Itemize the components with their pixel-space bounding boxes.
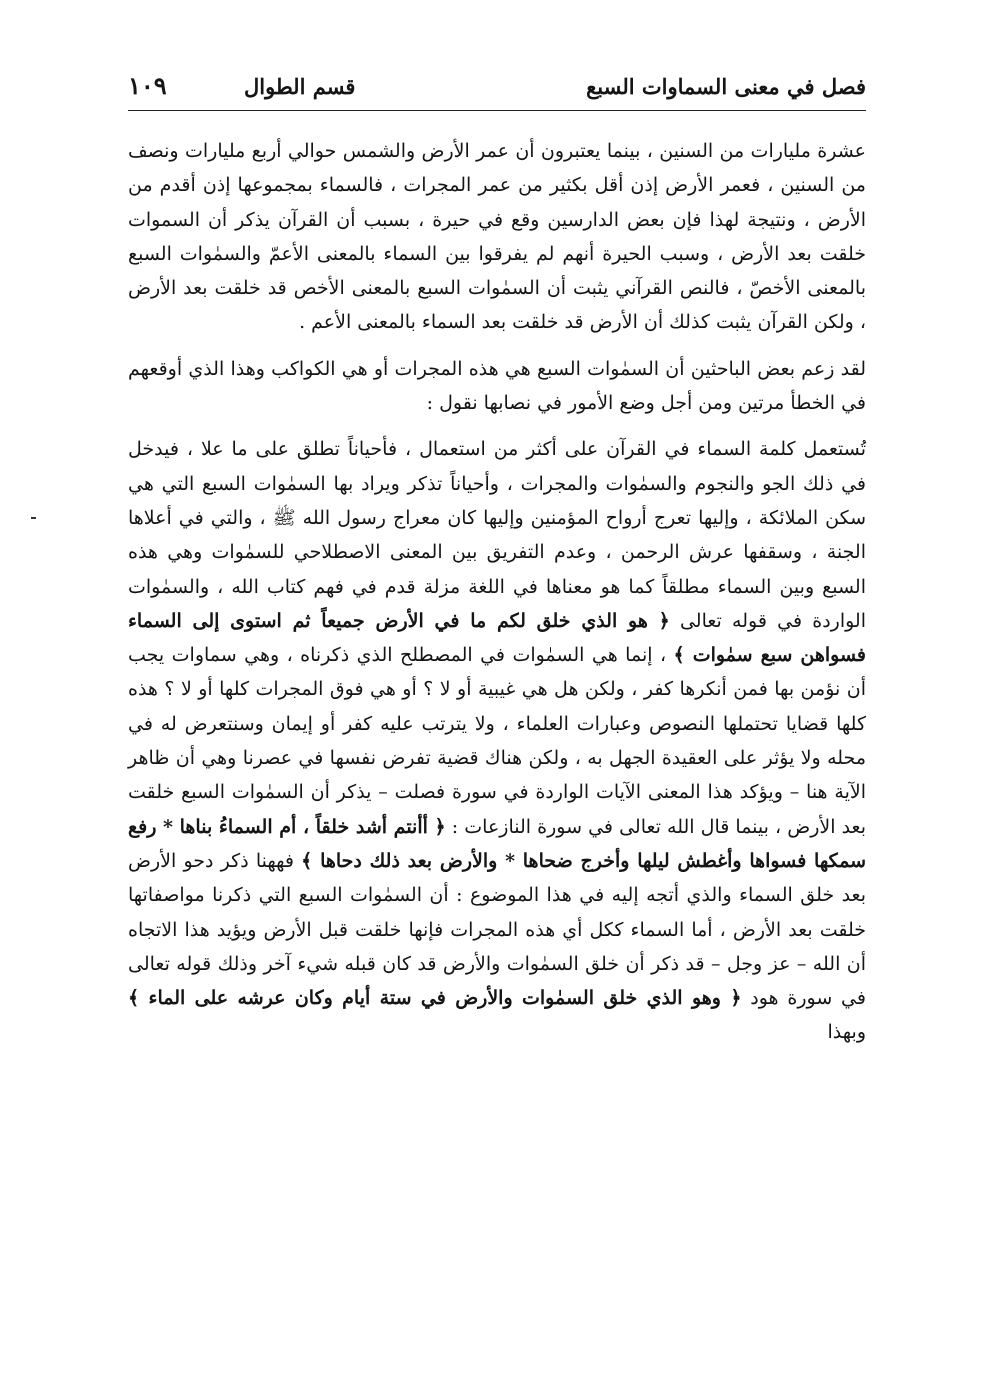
paragraph-3-part-c: فههنا ذكر دحو الأرض بعد خلق السماء والذي أتجه إليه في هذا الموضوع : أن السمٰوات السبع التي ذكرنا مواصفاتها خلقت بعد الأرض ، أما السماء ككل أي هذه المجرات فإنها خلقت قبل الأرض ويؤيد هذا الاتجاه أن الله – عز وجل – قد ذكر أن خلق السمٰوات والأرض قد كان قبله شيء آخر وذلك قوله تعالى في سورة هود <box>128 849 866 1010</box>
running-header <box>128 64 866 108</box>
paragraph-3 <box>128 432 866 1049</box>
paragraph-3-part-d: وبهذا <box>827 1021 866 1044</box>
quran-quote-3: ﴿ وهو الذي خلق السمٰوات والأرض في ستة أيام وكان عرشه على الماء ﴾ <box>128 987 742 1010</box>
header-rule <box>128 110 866 111</box>
paragraph-2: لقد زعم بعض الباحثين أن السمٰوات السبع هي هذه المجرات أو هي الكواكب وهذا الذي أوقعهم في الخطأ مرتين ومن أجل وضع الأمور في نصابها نقول : <box>128 357 866 415</box>
page-number: ١٠٩ <box>128 71 167 100</box>
quran-quote-2: ﴿ أأنتم أشد خلقاً ، أم السماءُ بناها * رفع سمكها فسواها وأغطش ليلها وأخرج ضحاها * والأرض بعد ذلك دحاها ﴾ <box>128 815 866 872</box>
paragraph-1: عشرة مليارات من السنين ، بينما يعتبرون أن عمر الأرض والشمس حوالي أربع مليارات ونصف من السنين ، فعمر الأرض إذن أقل بكثير من عمر المجرات ، فالسماء بمجموعها إذن أقدم من الأرض ، ونتيجة لهذا فإن بعض الدارسين وقع في حيرة ، بسبب أن القرآن يذكر أن السموات خلقت بعد الأرض ، وسبب الحيرة أنهم لم يفرقوا بين السماء بالمعنى الأعمّ والسمٰوات السبع بالمعنى الأخصّ ، فالنص القرآني يثبت أن السمٰوات السبع بالمعنى الأخص قد خلقت بعد الأرض ، ولكن القرآن يثبت كذلك أن الأرض قد خلقت بعد السماء بالمعنى الأعم . <box>128 140 866 334</box>
paragraph-3-part-a: تُستعمل كلمة السماء في القرآن على أكثر من استعمال ، فأحياناً تطلق على ما علا ، فيدخل في ذلك الجو والنجوم والسمٰوات والمجرات ، وأحياناً تذكر ويراد بها السمٰوات السبع التي هي سكن الملائكة ، وإليها تعرج أرواح المؤمنين وإليها كان معراج رسول الله ﷺ ، والتي في أعلاها الجنة ، وسقفها عرش الرحمن ، وعدم التفريق بين المعنى الاصطلاحي للسمٰوات وهي هذه السبع وبين السماء مطلقاً كما هو معناها في اللغة مزلة قدم في فهم كتاب الله ، والسمٰوات الواردة في قوله تعالى <box>128 438 866 632</box>
quran-quote-1: ﴿ هو الذي خلق لكم ما في الأرض جميعاً ثم استوى إلى السماء فسواهن سبع سمٰوات ﴾ <box>128 609 866 667</box>
paragraph-3-part-b: ، إنما هي السمٰوات في المصطلح الذي ذكرناه ، وهي سماوات يجب أن نؤمن بها فمن أنكرها كفر ، ولكن هل هي غيبية أو لا ؟ أو هي فوق المجرات كلها أو لا ؟ هذه كلها قضايا تحتملها النصوص وعبارات العلماء ، ولا يترتب عليه كفر أو إيمان وسنتعرض له في محله ولا يؤثر على العقيدة الجهل به ، ولكن هناك قضية تفرض نفسها في عصرنا وهي أن ظاهر الآية هنا – ويؤكد هذا المعنى الآيات الواردة في سورة فصلت – يذكر أن السمٰوات السبع خلقت بعد الأرض ، بينما قال الله تعالى في سورة النازعات : <box>128 644 867 838</box>
chapter-title: فصل في معنى السماوات السبع <box>586 74 866 99</box>
section-title: قسم الطوال <box>244 74 356 99</box>
body-text <box>128 134 866 1050</box>
scan-speck <box>31 517 36 519</box>
